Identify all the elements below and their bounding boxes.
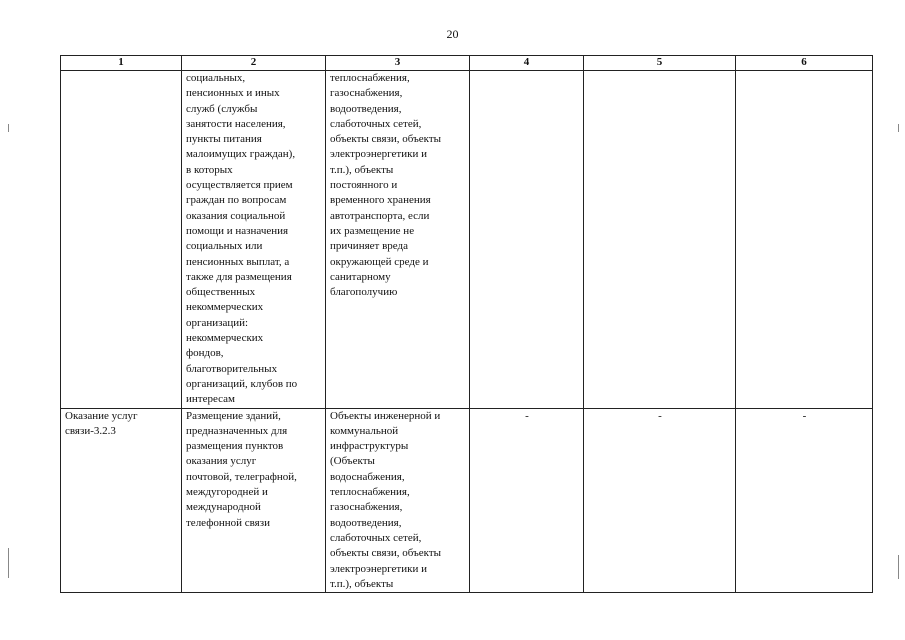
right-margin-mark [898, 124, 899, 132]
column-header-1: 1 [61, 56, 182, 71]
table-cell [584, 408, 736, 593]
table-cell [61, 408, 182, 593]
column-header-4: 4 [470, 56, 584, 71]
cell-text: теплоснабжения, газоснабжения, водоотведения, слаботочных сетей, объекты связи, объекты электроэнергетики и т.п.), объекты постоянного и временного хранения автотранспорта, если их размещение не причиняет вреда окружающей среде и санитарному благополучию [330, 72, 442, 299]
column-header-3: 3 [326, 56, 470, 71]
cell-text: социальных, пенсионных и иных служб (службы занятости населения, пункты питания малоимущих граждан), в которых осуществляется прием граждан по вопросам оказания социальной помощи и назначения социальных или пенсионных выплат, а также для размещения общественных некоммерческих организаций: некоммерческих фондов, благотворительных организаций, клубов по интересам [186, 72, 298, 406]
table-header-row [61, 56, 873, 71]
table-cell [182, 71, 326, 409]
table-cell [584, 71, 736, 409]
right-margin-mark [898, 555, 899, 579]
table-cell [736, 408, 873, 593]
cell-text: Объекты инженерной и коммунальной инфраструктуры (Объекты водоснабжения, теплоснабжения, газоснабжения, водоотведения, слаботочных сетей, объекты связи, объекты электроэнергетики и т.п.), объекты [330, 409, 442, 590]
cell-text: - [525, 409, 529, 422]
table-cell [470, 408, 584, 593]
column-header-6: 6 [736, 56, 873, 71]
table-row [61, 71, 873, 409]
column-header-5: 5 [584, 56, 736, 71]
table-cell [736, 71, 873, 409]
column-header-2: 2 [182, 56, 326, 71]
page-number: 20 [446, 27, 459, 41]
table-row [61, 408, 873, 593]
cell-text: - [802, 409, 807, 422]
table-cell [61, 71, 182, 409]
table-cell [470, 71, 584, 409]
document-table [60, 55, 873, 593]
cell-text: Размещение зданий, предназначенных для размещения пунктов оказания услуг почтовой, телеграфной, междугородней и международной телефонной связи [186, 409, 297, 529]
table-cell [326, 408, 470, 593]
cell-text: Оказание услуг связи-3.2.3 [65, 409, 138, 437]
left-margin-mark [8, 124, 9, 132]
table-cell [326, 71, 470, 409]
cell-text: - [658, 409, 662, 422]
table-cell [182, 408, 326, 593]
left-margin-mark [8, 548, 9, 578]
